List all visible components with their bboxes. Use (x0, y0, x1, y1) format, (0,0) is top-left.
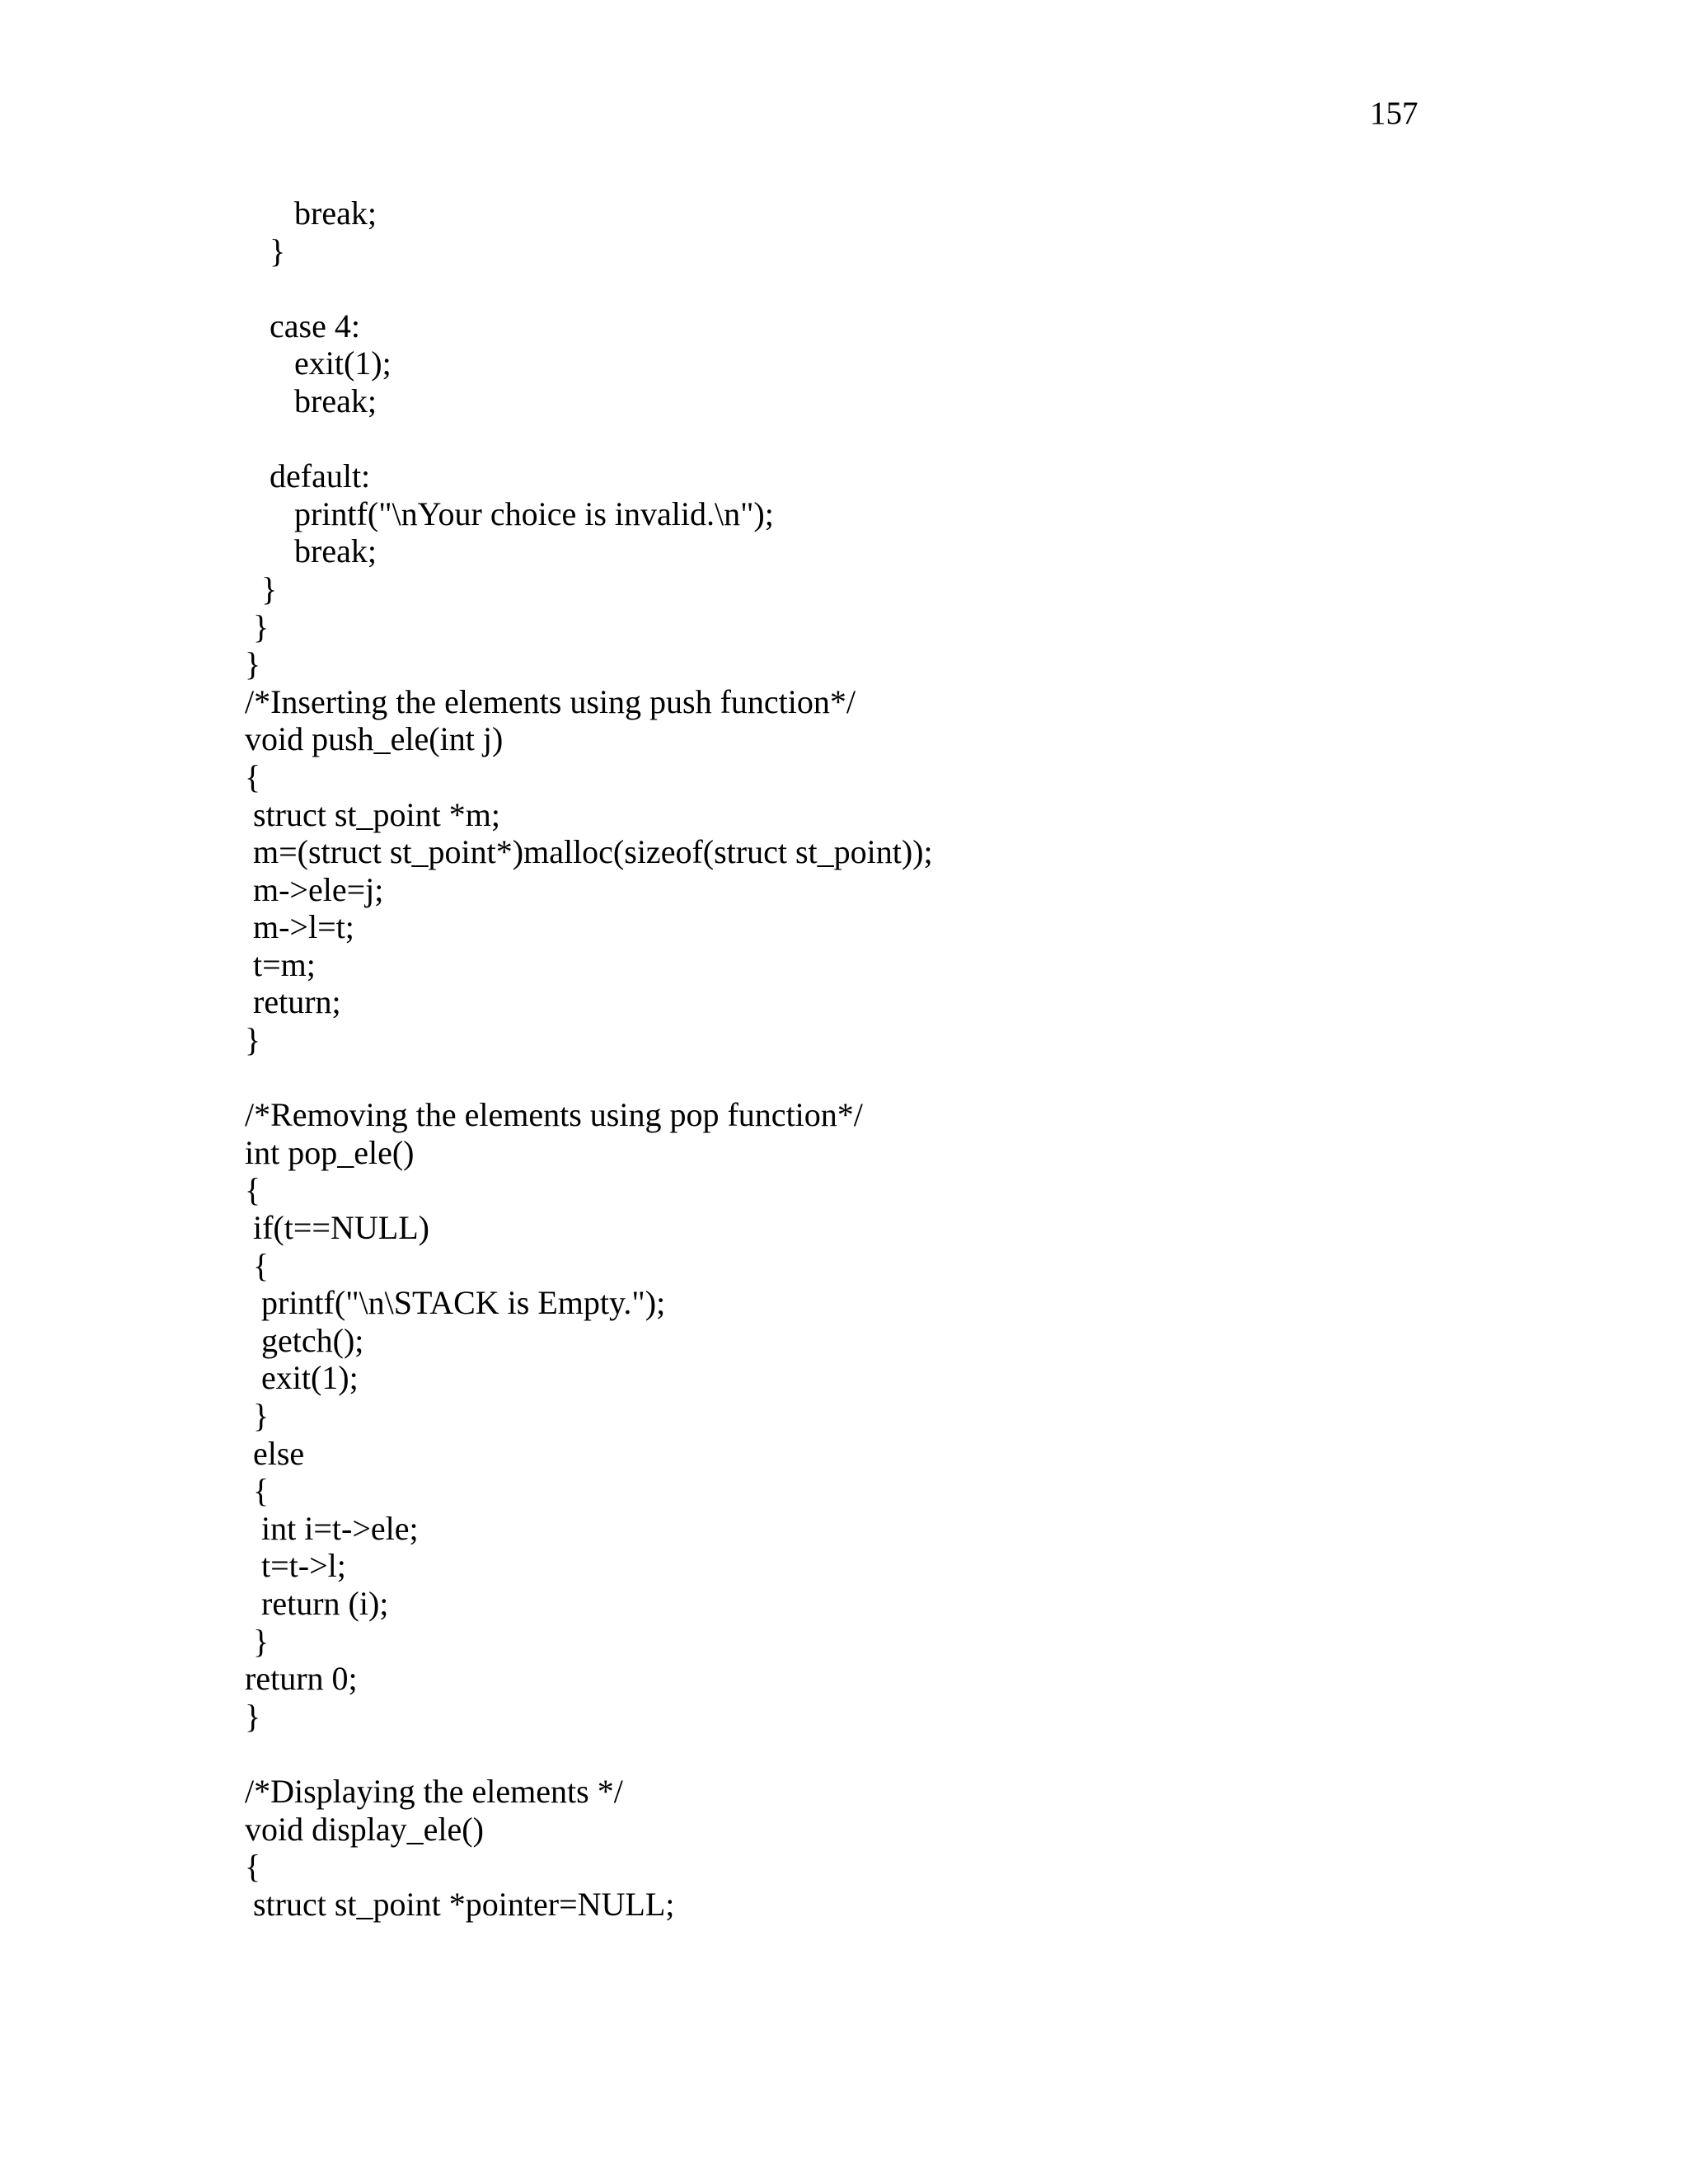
code-line: default: (245, 457, 371, 495)
code-line: return 0; (245, 1660, 358, 1698)
code-line: printf("\n\STACK is Empty."); (245, 1284, 666, 1322)
code-line: case 4: (245, 307, 360, 344)
code-line: exit(1); (245, 344, 392, 382)
code-line: if(t==NULL) (245, 1209, 429, 1247)
code-line: void push_ele(int j) (245, 720, 504, 758)
code-line: t=t->l; (245, 1547, 346, 1585)
code-line: exit(1); (245, 1359, 359, 1397)
code-line: { (245, 1848, 261, 1886)
code-line (245, 1735, 933, 1773)
code-line: int i=t->ele; (245, 1509, 419, 1547)
code-line: int pop_ele() (245, 1133, 415, 1171)
code-line: t=m; (245, 945, 316, 983)
code-line: } (245, 232, 286, 269)
code-line: return (i); (245, 1584, 389, 1622)
code-line: } (245, 1397, 270, 1434)
code-line (245, 420, 933, 458)
code-line: } (245, 569, 278, 607)
code-line: struct st_point *pointer=NULL; (245, 1885, 675, 1923)
code-line: } (245, 607, 270, 645)
code-line: struct st_point *m; (245, 795, 500, 833)
code-line: getch(); (245, 1321, 364, 1359)
code-line: } (245, 645, 261, 683)
code-line: m->ele=j; (245, 870, 384, 908)
code-line: { (245, 1171, 261, 1209)
code-line: m=(struct st_point*)malloc(sizeof(struct st_point)); (245, 833, 933, 871)
code-line: } (245, 1622, 270, 1660)
code-line: { (245, 1246, 270, 1284)
code-listing (245, 194, 933, 1923)
code-line: return; (245, 983, 341, 1021)
code-line: else (245, 1434, 305, 1472)
page-number: 157 (1370, 96, 1418, 131)
code-line: /*Removing the elements using pop function*/ (245, 1096, 863, 1134)
code-line: m->l=t; (245, 908, 354, 946)
code-line: { (245, 1472, 270, 1510)
code-line: break; (245, 532, 377, 570)
code-line: void display_ele() (245, 1810, 484, 1848)
code-line: /*Inserting the elements using push function*/ (245, 682, 856, 720)
code-line: /*Displaying the elements */ (245, 1772, 623, 1810)
code-line: break; (245, 382, 377, 419)
code-line: } (245, 1021, 261, 1059)
code-line (245, 269, 933, 307)
code-line: } (245, 1697, 261, 1735)
code-line: break; (245, 194, 377, 232)
code-line: printf("\nYour choice is invalid.\n"); (245, 494, 774, 532)
code-line (245, 1059, 933, 1097)
code-line: { (245, 757, 261, 795)
